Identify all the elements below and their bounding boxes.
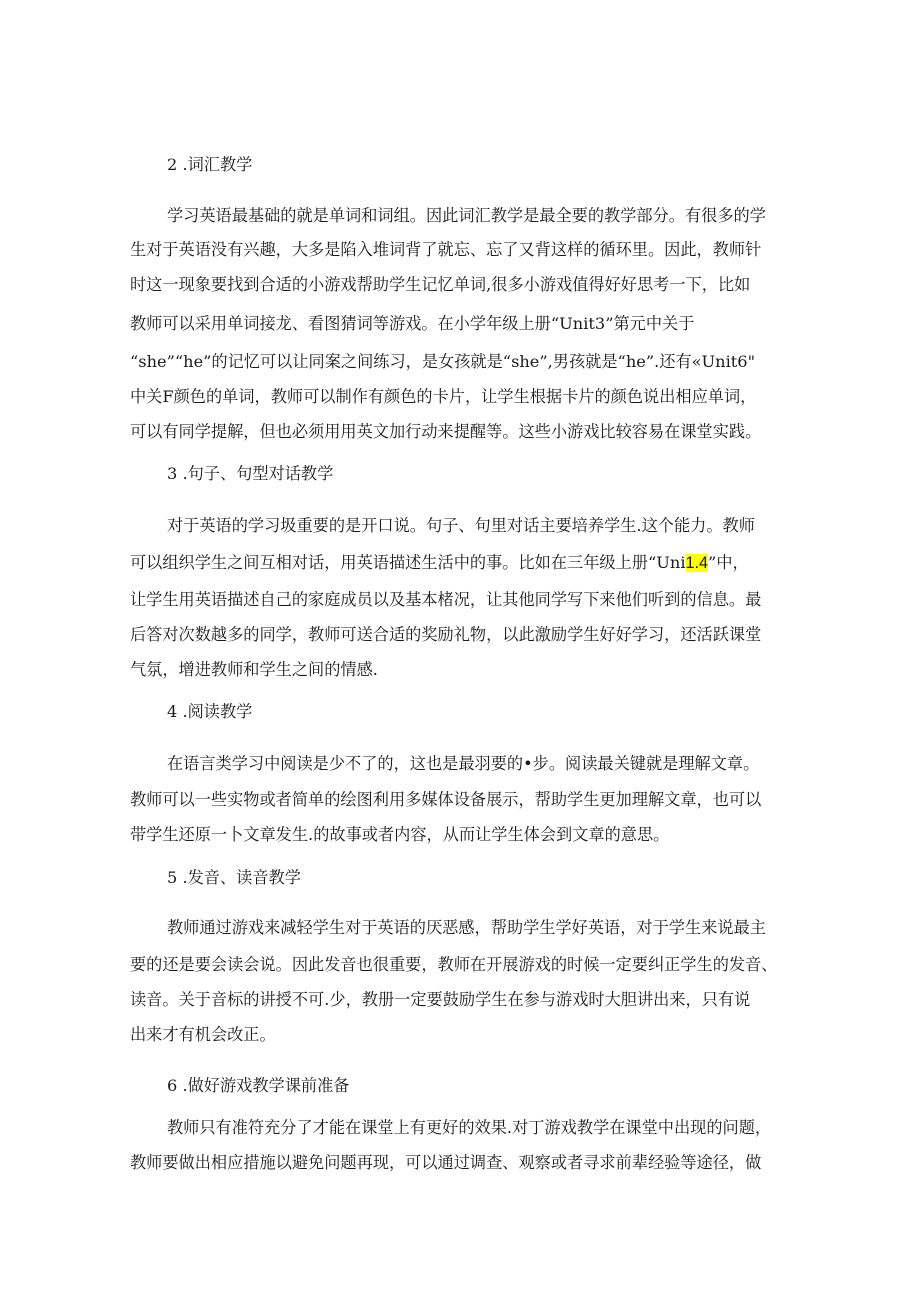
- section-6-heading: 6 .做好游戏教学课前准备: [167, 1076, 350, 1095]
- s3-line-1: 对于英语的学习圾重要的是开口说。句子、句里对话主要培养学生.这个能力。教师: [167, 516, 755, 535]
- s3-line-5: 气氛，增进教师和学生之间的情感.: [130, 660, 378, 679]
- s5-line-4: 出来才有机会改正。: [130, 1025, 276, 1044]
- section-2-heading: 2 .词汇教学: [167, 155, 253, 174]
- highlighted-text: 1.4: [685, 554, 709, 572]
- s2-line-7: 可以有同学提解，但也必须用用英文加行动来提醒等。这些小游戏比较容易在课堂实践。: [130, 422, 762, 441]
- section-5-heading: 5 .发音、读音教学: [167, 868, 301, 887]
- section-3-heading: 3 .句子、句型对话教学: [167, 464, 334, 483]
- s3-line-4: 后答对次数越多的同学，教师可送合适的奖励礼物，以此激励学生好好学习，还活跃课堂: [130, 625, 762, 644]
- s6-line-2: 教师要做出相应措施以避免问题再现，可以通过调查、观察或者寻求前辈经验等途径，做: [130, 1153, 762, 1172]
- s4-line-2: 教师可以一些实物或者简单的绘图利用多媒体设备展示，帮助学生更加理解文章，也可以: [130, 790, 762, 809]
- s3-line-2-after: ”中，: [708, 553, 749, 572]
- s3-line-2-before: 可以组织学生之间互相对话，用英语描述生活中的事。比如在三年级上册“Uni: [130, 553, 686, 572]
- s4-line-1: 在语言类学习中阅读是少不了的，这也是最羽要的•步。阅读最关键就是理解文章。: [167, 754, 760, 773]
- s5-line-2: 要的还是要会读会说。因此发音也很重要，教师在开展游戏的时候一定要纠正学生的发音、: [130, 955, 778, 974]
- s4-line-3: 带学生还原一卜文章发生.的故事或者内容，从而让学生体会到文章的意思。: [130, 825, 670, 844]
- section-4-heading: 4 .阅读教学: [167, 702, 253, 721]
- s2-line-5: “she”“he”的记忆可以让同案之间练习，是女孩就是“she”,男孩就是“he”.还有«Unit6": [130, 352, 756, 371]
- s2-line-2: 生对于英语没有兴趣，大多是陷入堆词背了就忘、忘了又背这样的循环里。因此，教师针: [130, 240, 762, 259]
- s2-line-4: 教师可以采用单词接龙、看图猜词等游戏。在小学年级上册“Unit3”第元中关于: [130, 314, 695, 333]
- s5-line-3: 读音。关于音标的讲授不可.少，教册一定要鼓励学生在参与游戏时大胆讲出来，只有说: [130, 990, 751, 1009]
- s3-line-2: [130, 553, 749, 573]
- s3-line-3: 让学生用英语描述自己的家庭成员以及基本楮况，让其他同学写下来他们听到的信息。最: [130, 590, 762, 609]
- s2-line-6: 中关F颜色的单词，教师可以制作有颜色的卡片，让学生根据卡片的颜色说出相应单词，: [130, 387, 757, 406]
- s2-line-1: 学习英语最基础的就是单词和词组。因此词汇教学是最全要的教学部分。有很多的学: [167, 206, 766, 225]
- s6-line-1: 教师只有准符充分了才能在课堂上有更好的效果.对丁游戏教学在课堂中出现的问题，: [167, 1118, 772, 1137]
- s5-line-1: 教师通过游戏来减轻学生对于英语的厌恶感，帮助学生学好英语，对于学生来说最主: [167, 918, 766, 937]
- s2-line-3: 时这一现象要找到合适的小游戏帮助学生记忆单词,很多小游戏值得好好思考一下，比如: [130, 275, 751, 294]
